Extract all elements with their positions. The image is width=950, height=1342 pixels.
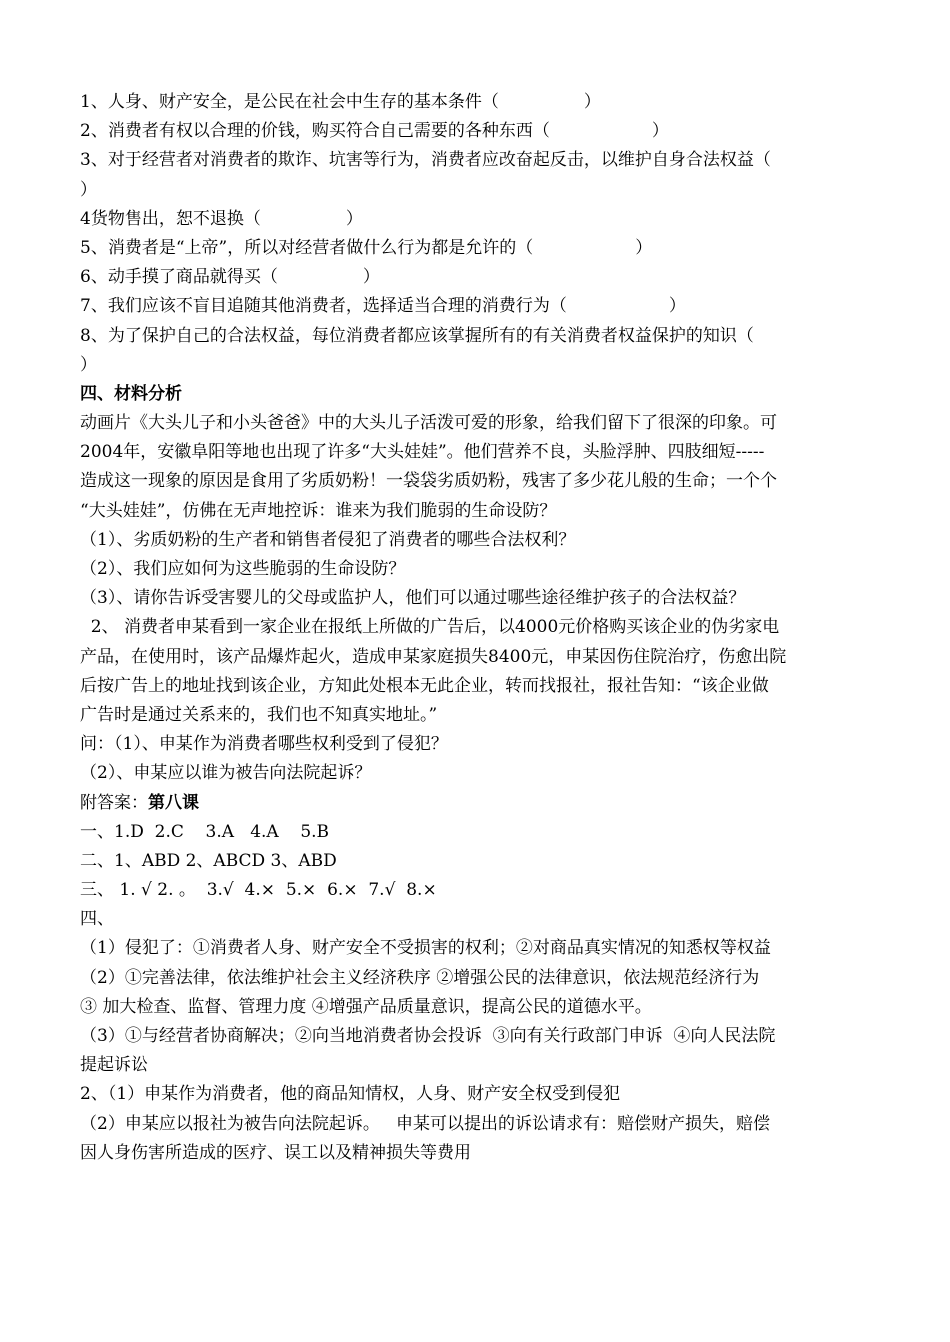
case2-paragraph-line: 广告时是通过关系来的，我们也不知真实地址。” (80, 704, 438, 725)
answer-line: （2）申某应以报社为被告向法院起诉。 申某可以提出的诉讼请求有：赔偿财产损失，赔偿 (80, 1113, 771, 1134)
answer-line: 因人身伤害所造成的医疗、误工以及精神损失等费用 (80, 1142, 471, 1163)
answers-title (80, 789, 880, 818)
analysis-section (80, 380, 880, 789)
answers-lesson: 第八课 (148, 792, 199, 813)
answer-line: （3）①与经营者协商解决；②向当地消费者协会投诉 ③向有关行政部门申诉 ④向人民法院 (80, 1026, 776, 1046)
case1-question-3: （3）、请你告诉受害婴儿的父母或监护人，他们可以通过哪些途径维护孩子的合法权益？ (80, 588, 746, 609)
document-page (80, 88, 880, 1168)
answer-line: 一、1.D 2.C 3.A 4.A 5.B (80, 821, 330, 842)
case1-paragraph-line: 造成这一现象的原因是食用了劣质奶粉！一袋袋劣质奶粉，残害了多少花儿般的生命；一个个 (80, 471, 777, 492)
answer-line: （1）侵犯了：①消费者人身、财产安全不受损害的权利；②对商品真实情况的知悉权等权益 (80, 938, 771, 959)
judgment-item-2: 2、消费者有权以合理的价钱，购买符合自己需要的各种东西（ ） (80, 121, 669, 142)
judgment-item-8-continued: ） (80, 354, 97, 375)
judgment-item-1: 1、人身、财产安全，是公民在社会中生存的基本条件（ ） (80, 92, 601, 112)
case1-question-1: （1）、劣质奶粉的生产者和销售者侵犯了消费者的哪些合法权利？ (80, 529, 576, 550)
case1-paragraph-line: “大头娃娃”，仿佛在无声地控诉：谁来为我们脆弱的生命设防？ (80, 500, 557, 521)
case1-paragraph-line: 动画片《大头儿子和小头爸爸》中的大头儿子活泼可爱的形象，给我们留下了很深的印象。可 (80, 413, 777, 434)
section-heading: 四、材料分析 (80, 383, 182, 404)
case2-paragraph-line: 产品，在使用时，该产品爆炸起火，造成申某家庭损失8400元，申某因伤住院治疗，伤愈出院 (80, 646, 787, 667)
judgment-section (80, 88, 880, 380)
judgment-item-4: 4货物售出，恕不退换（ ） (80, 208, 363, 229)
judgment-item-3-continued: ） (80, 179, 97, 200)
answer-line: ③ 加大检查、监督、管理力度 ④增强产品质量意识，提高公民的道德水平。 (80, 996, 652, 1017)
judgment-item-8: 8、为了保护自己的合法权益，每位消费者都应该掌握所有的有关消费者权益保护的知识（ (80, 325, 754, 346)
answer-line: 四、 (80, 909, 114, 930)
answer-line: （2）①完善法律，依法维护社会主义经济秩序 ②增强公民的法律意识，依法规范经济行为 (80, 967, 760, 988)
answers-prefix: 附答案： (80, 792, 148, 813)
case2-question-2: （2）、申某应以谁为被告向法院起诉？ (80, 763, 372, 784)
case2-paragraph-line: 后按广告上的地址找到该企业，方知此处根本无此企业，转而找报社，报社告知：“该企业做 (80, 675, 769, 696)
answer-line: 提起诉讼 (80, 1055, 148, 1076)
case1-question-2: （2）、我们应如何为这些脆弱的生命设防？ (80, 559, 406, 579)
answers-section (80, 789, 880, 1168)
answer-line: 2、（1）申某作为消费者，他的商品知情权，人身、财产安全权受到侵犯 (80, 1084, 621, 1105)
case1-paragraph-line: 2004年，安徽阜阳等地也出现了许多“大头娃娃”。他们营养不良，头脸浮肿、四肢细短----- (80, 442, 765, 463)
judgment-item-5: 5、消费者是“上帝”，所以对经营者做什么行为都是允许的（ ） (80, 237, 653, 258)
answer-line: 三、 1. √ 2. 。 3.√ 4.× 5.× 6.× 7.√ 8.× (80, 880, 437, 901)
judgment-item-6: 6、动手摸了商品就得买（ ） (80, 267, 380, 288)
case2-paragraph-line: 2、 消费者申某看到一家企业在报纸上所做的广告后，以4000元价格购买该企业的伪劣家电 (80, 617, 780, 638)
case2-question-1: 问：（1）、申某作为消费者哪些权利受到了侵犯？ (80, 734, 448, 755)
answer-line: 二、1、ABD 2、ABCD 3、ABD (80, 850, 337, 871)
judgment-item-3: 3、对于经营者对消费者的欺诈、坑害等行为，消费者应改奋起反击，以维护自身合法权益（ (80, 150, 771, 171)
judgment-item-7: 7、我们应该不盲目追随其他消费者，选择适当合理的消费行为（ ） (80, 296, 686, 317)
